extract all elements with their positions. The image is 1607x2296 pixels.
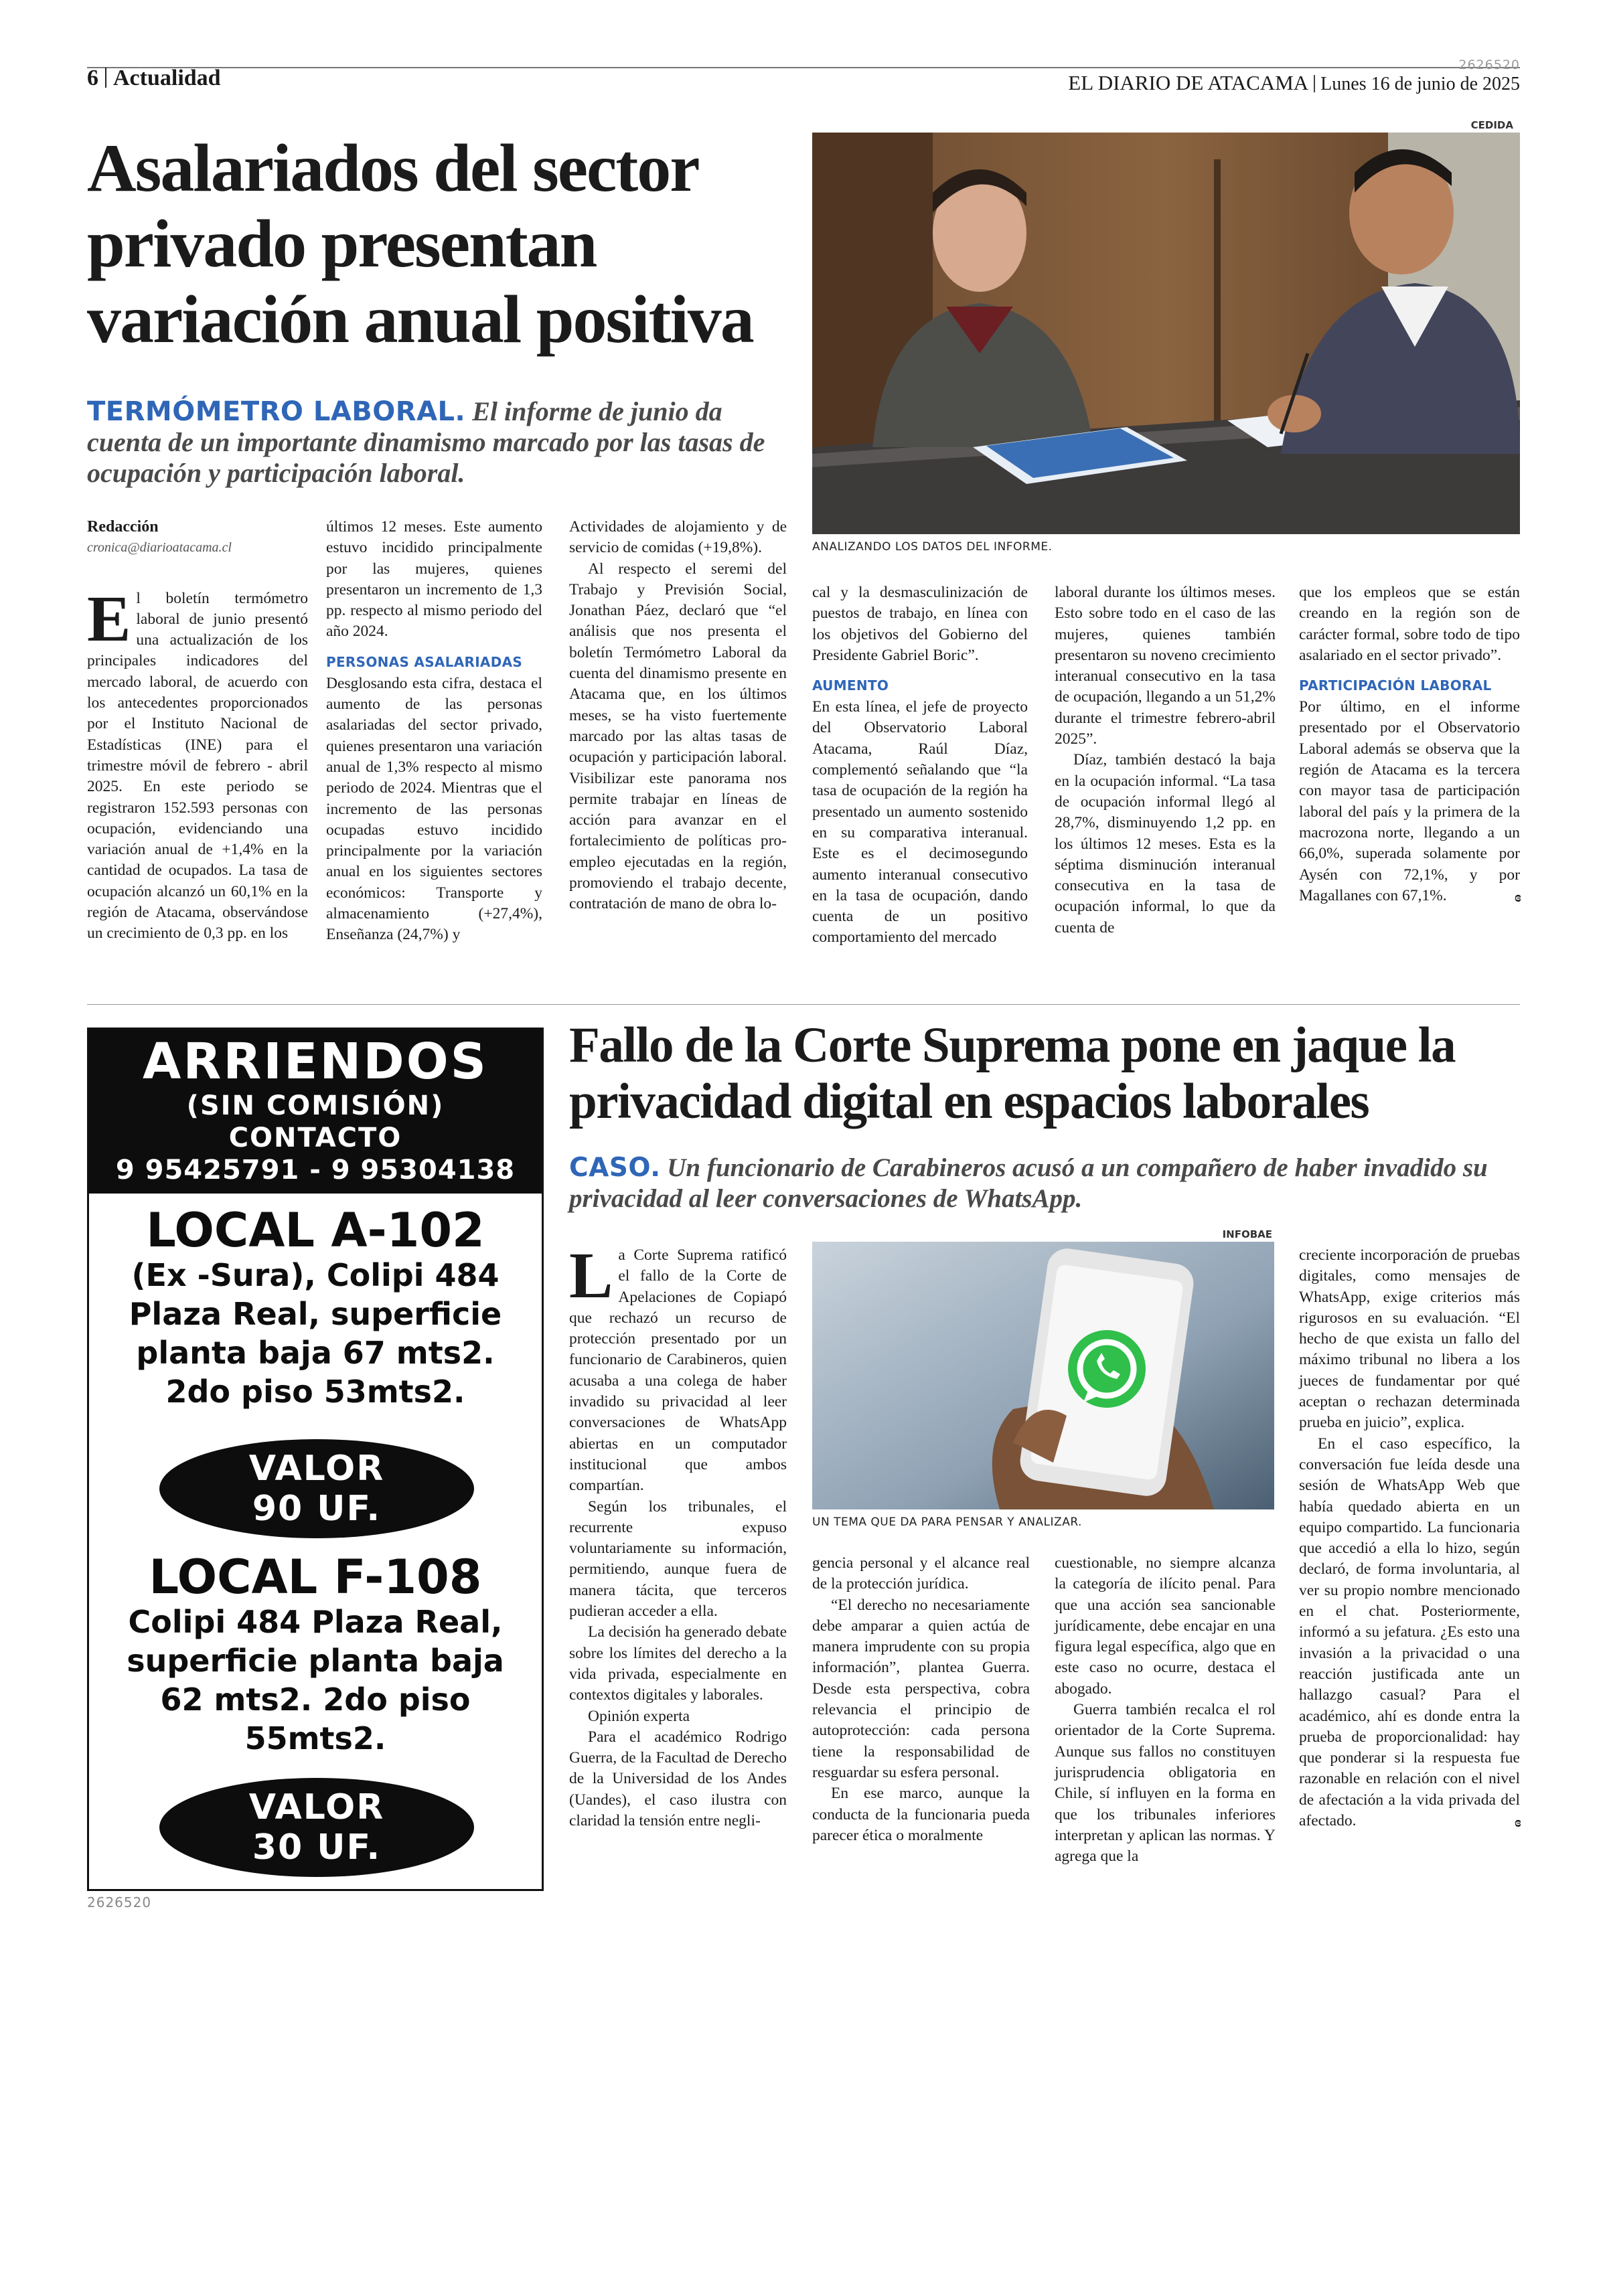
- photo1-caption: ANALIZANDO LOS DATOS DEL INFORME.: [812, 540, 1053, 554]
- article1-col4: [812, 582, 1028, 949]
- photo1-illustration: [812, 133, 1520, 534]
- article2-col2: [812, 1553, 1030, 1846]
- photo2: [812, 1242, 1274, 1509]
- ad-local2-title: LOCAL F-108: [149, 1550, 482, 1605]
- ad-local1-line4: 2do piso 53mts2.: [165, 1374, 465, 1410]
- header-divider: [105, 68, 106, 88]
- ad-title: ARRIENDOS: [143, 1033, 488, 1090]
- article1-col5: [1055, 582, 1276, 938]
- running-header-right: [804, 71, 1520, 95]
- ad-local1-line3: planta baja 67 mts2.: [136, 1335, 495, 1371]
- ad-price2-label: VALOR: [248, 1787, 385, 1827]
- ad-local2-line1: Colipi 484 Plaza Real,: [128, 1604, 503, 1640]
- running-header-left: [87, 66, 221, 91]
- header-separator: [1314, 75, 1315, 92]
- article1-col1-text: l boletín termómetro laboral de junio presentó una actualización de los principales indicadores del mercado laboral, de acuerdo con los antecedentes proporcionados por el Instituto Nacional de Estadísticas (INE) para el trimestre móvil de febrero - abril 2025. En este periodo se registraron 152.593 personas con ocupación, evidenciando una variación anual de +1,4% en la cantidad de ocupados. La tasa de ocupación alcanzó un 60,1% en la región de Atacama, observándose un crecimiento de 0,3 pp. en los: [87, 589, 308, 942]
- article1-col4-p2: En esta línea, el jefe de proyecto del Observatorio Laboral Atacama, Raúl Díaz, complementó señalando que “la tasa de ocupación de la región ha presentado un aumento sostenido en su comparativa interanual. Este es el decimosegundo aumento interanual consecutivo en la tasa de ocupación, dando cuenta de un positivo comportamiento del mercado: [812, 698, 1028, 947]
- section-name: Actualidad: [113, 66, 221, 90]
- article2-col4-p1: creciente incorporación de pruebas digitales, como mensajes de WhatsApp, exige criterios más rigurosos en su evaluación. “El hecho de que exista un fallo del máximo tribunal no libera a los jueces de fundamentar por qué aceptan o rechazan determinada prueba en juicio”, explica.: [1299, 1246, 1520, 1432]
- issue-date: Lunes 16 de junio de 2025: [1320, 74, 1520, 94]
- article1-col1: [87, 517, 308, 945]
- article1-col5-p1: laboral durante los últimos meses. Esto sobre todo en el caso de las mujeres, quienes también presentaron su noveno crecimiento interanual consecutivo en la tasa de ocupación, llegando a un 51,2% durante el trimestre febrero-abril 2025”.: [1055, 584, 1276, 748]
- photo1-credit: CEDIDA: [1470, 119, 1513, 131]
- subhead-aumento: AUMENTO: [812, 677, 889, 694]
- article2-col1: [569, 1240, 787, 1831]
- author-email: cronica@diarioatacama.cl: [87, 540, 232, 556]
- article1-end-mark: ɞ: [1514, 888, 1520, 906]
- article1-headline: Asalariados del sector privado presentan variación anual positiva: [87, 131, 753, 357]
- newspaper-name: EL DIARIO DE ATACAMA: [1068, 71, 1309, 94]
- page-number: 6: [87, 66, 98, 90]
- article1-col3-p2: Al respecto el seremi del Trabajo y Previsión Social, Jonathan Páez, declaró que “el análisis que nos presenta el boletín Termómetro Laboral da cuenta del dinamismo presente en Atacama que, en los últimos meses, se ha visto fuertemente marcado por las altas tasas de ocupación y participación laboral. Visibilizar este panorama nos permite trabajar en líneas de acción para avanzar en el fortalecimiento de políticas pro-empleo ejecutadas en la región, promoviendo el trabajo decente, contratación de mano de obra lo-: [569, 560, 787, 913]
- classified-ad: [87, 1028, 544, 1891]
- article1-col2: [326, 517, 542, 946]
- article2-col1-p5: Para el académico Rodrigo Guerra, de la Facultad de Derecho de la Universidad de los Andes (Uandes), el caso ilustra con claridad la tensión entre negli-: [569, 1728, 787, 1830]
- ad-local1-line1: (Ex -Sura), Colipi 484: [131, 1257, 500, 1293]
- subhead-personas-asalariadas: PERSONAS ASALARIADAS: [326, 653, 523, 670]
- article2-col1-p3: La decisión ha generado debate sobre los límites del derecho a la vida privada, especialmente en contextos digitales y laborales.: [569, 1623, 787, 1704]
- page-code: 2626520: [1458, 58, 1520, 72]
- ad-header: [89, 1030, 542, 1194]
- article2-end-mark: ɞ: [1514, 1813, 1520, 1831]
- ad-price1: [159, 1439, 474, 1538]
- ad-code: 2626520: [87, 1894, 152, 1910]
- photo2-credit: INFOBAE: [1222, 1228, 1272, 1240]
- ad-local1-title: LOCAL A-102: [146, 1203, 485, 1258]
- article2-drop-cap: L: [569, 1240, 613, 1312]
- article1-col2-p2: Desglosando esta cifra, destaca el aumento de las personas asalariadas del sector privado, quienes presentaron una variación anual de 1,3% respecto al mismo periodo de 2024. Mientras que el incremento de las personas ocupadas estuvo incidido principalmente por la variación anual en los siguientes sectores económicos: Transporte y almacenamiento (+27,4%), Enseñanza (24,7%) y: [326, 674, 542, 944]
- subhead-participacion-laboral: PARTICIPACIÓN LABORAL: [1299, 677, 1492, 694]
- article2-headline: [569, 1017, 1527, 1130]
- article2-lead: [569, 1153, 1520, 1214]
- article1-kicker: TERMÓMETRO LABORAL.: [87, 396, 466, 427]
- article2-kicker: CASO.: [569, 1153, 661, 1183]
- ad-price2-value: 30 UF.: [252, 1827, 382, 1868]
- ad-subtitle: (SIN COMISIÓN): [186, 1090, 445, 1121]
- byline: Redacción: [87, 518, 159, 536]
- article2-col3-p1: cuestionable, no siempre alcanza la categoría de ilícito penal. Para que una acción sea sancionable jurídicamente, debe encajar en una figura legal específica, algo que en este caso no ocurre, destaca el abogado.: [1055, 1554, 1276, 1698]
- ad-price1-label: VALOR: [248, 1449, 385, 1489]
- ad-local1: [89, 1205, 542, 1411]
- article1-col6: [1299, 582, 1520, 907]
- article2-col1-p2: Según los tribunales, el recurrente expuso voluntariamente su información, permitiendo, aunque fuera de manera tácita, que terceros pudieran acceder a ella.: [569, 1497, 787, 1621]
- article2-col1-p4: Opinión experta: [588, 1707, 690, 1725]
- ad-local1-line2: Plaza Real, superficie: [129, 1296, 502, 1332]
- photo1: [812, 133, 1520, 534]
- ad-price2: [159, 1778, 474, 1877]
- article1-col3: [569, 517, 787, 915]
- article2-col2-p2: “El derecho no necesariamente debe amparar a quien actúa de manera imprudente con su propia información”, plantea Guerra. Desde esta perspectiva, cobra relevancia el principio de autoprotección: cada persona tiene la responsabilidad de resguardar su esfera personal.: [812, 1596, 1030, 1781]
- ad-local2: [89, 1552, 542, 1758]
- ad-local2-line2: superficie planta baja: [127, 1643, 504, 1679]
- article2-col4: [1299, 1245, 1520, 1833]
- ad-phones: 9 95425791 - 9 95304138: [115, 1155, 516, 1185]
- article1-col6-p2: Por último, en el informe presentado por el Observatorio Laboral además se observa que la región de Atacama es la tercera con mayor tasa de participación laboral del país y la primera de la macrozona norte, llegando a un 66,0%, superada solamente por Aysén con 72,1%, y por Magallanes con 67,1%.: [1299, 698, 1520, 904]
- photo2-illustration: [812, 1242, 1274, 1509]
- article1-col4-p1: cal y la desmasculinización de puestos de trabajo, en línea con los objetivos del Gobierno del Presidente Gabriel Boric”.: [812, 584, 1028, 664]
- article1-lead: [87, 396, 797, 489]
- ad-local2-line3: 62 mts2. 2do piso: [160, 1682, 471, 1718]
- article2-col2-p1: gencia personal y el alcance real de la protección jurídica.: [812, 1554, 1030, 1593]
- article1-col5-p2: Díaz, también destacó la baja en la ocupación informal. “La tasa de ocupación informal llegó al 28,7%, disminuyendo 1,2 pp. en los últimos 12 meses. Esta es la séptima disminución interanual consecutiva en la tasa de ocupación informal, lo que da cuenta de: [1055, 751, 1276, 936]
- article1-col2-p1: últimos 12 meses. Este aumento estuvo incidido principalmente por las mujeres, quienes presentaron un incremento de 1,3 pp. respecto al mismo periodo del año 2024.: [326, 518, 542, 641]
- section-divider: [87, 1004, 1520, 1005]
- article2-headline-text: Fallo de la Corte Suprema pone en jaque la privacidad digital en espacios laborales: [569, 1017, 1456, 1129]
- article1-col3-p1: Actividades de alojamiento y de servicio de comidas (+19,8%).: [569, 518, 787, 557]
- article1-drop-cap: E: [87, 582, 131, 655]
- ad-contact-label: CONTACTO: [228, 1123, 402, 1153]
- article2-col1-p1: a Corte Suprema ratificó el fallo de la Corte de Apelaciones de Copiapó que rechazó un recurso de protección presentado por un funcionario de Carabineros, quien acusaba a una colega de haber invadido su privacidad al leer conversaciones de WhatsApp abiertas en un computador institucional que ambos compartían.: [569, 1246, 787, 1495]
- article2-lead-text: Un funcionario de Carabineros acusó a un compañero de haber invadido su privacidad al leer conversaciones de WhatsApp.: [569, 1153, 1488, 1213]
- article2-col3-p2: Guerra también recalca el rol orientador de la Corte Suprema. Aunque sus fallos no constituyen jurisprudencia obligatoria en Chile, sí influyen en la forma en que los tribunales inferiores interpretan y aplican las normas. Y agrega que la: [1055, 1701, 1276, 1866]
- header-rule: [87, 67, 1520, 68]
- ad-local2-line4: 55mts2.: [244, 1720, 386, 1756]
- article1-lead-text: El informe de junio da cuenta de un importante dinamismo marcado por las tasas de ocupación y participación laboral.: [87, 396, 765, 488]
- photo2-caption: UN TEMA QUE DA PARA PENSAR Y ANALIZAR.: [812, 1515, 1082, 1529]
- ad-price1-value: 90 UF.: [252, 1489, 382, 1529]
- article2-col2-p3: En ese marco, aunque la conducta de la funcionaria pueda parecer ética o moralmente: [812, 1785, 1030, 1844]
- article2-col4-p2: En el caso específico, la conversación fue leída desde una sesión de WhatsApp Web que había quedado abierta en un equipo compartido. La funcionaria que accedió a ella lo hizo, según declaró, de forma involuntaria, al ver su propio nombre mencionado en el chat. Posteriormente, informó a su jefatura. ¿Es esto una invasión a la privacidad o una reacción justificada ante un hallazgo casual? Para el académico, ahí es donde entra la prueba de proporcionalidad: hay que ponderar si la respuesta fue razonable en relación con el nivel de afectación a la vida privada del afectado.: [1299, 1434, 1520, 1830]
- article1-col6-p1: que los empleos que se están creando en la región son de carácter formal, sobre todo de tipo asalariado en el sector privado”.: [1299, 584, 1520, 664]
- article2-col3: [1055, 1553, 1276, 1867]
